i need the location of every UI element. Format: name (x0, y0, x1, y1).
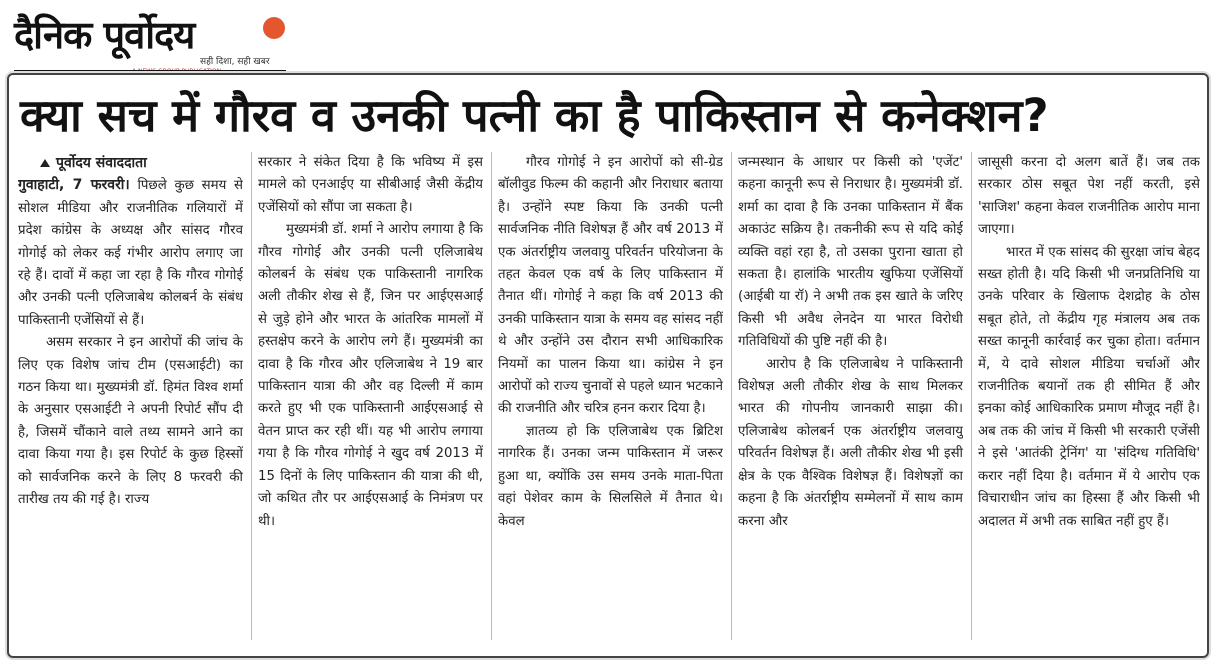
paragraph: भारत में एक सांसद की सुरक्षा जांच बेहद सख्त होती है। यदि किसी भी जनप्रतिनिधि या उनके परिवार के खिलाफ देशद्रोह के ठोस सबूत होते, तो केंद्रीय गृह मंत्रालय अब तक सख्त कानूनी कार्रवाई कर चुका होता। वर्तमान में, ये दावे सोशल मीडिया चर्चाओं और राजनीतिक बयानों तक ही सीमित हैं और इनका कोई आधिकारिक प्रमाण मौजूद नहीं है। अब तक की जांच में किसी भी सरकारी एजेंसी ने इसे 'आतंकी ट्रेनिंग' या 'संदिग्ध गतिविधि' करार नहीं दिया है। वर्तमान में ये आरोप एक विचाराधीन जांच का हिस्सा हैं और किसी भी अदालत में अभी तक साबित नहीं हुए हैं। (978, 244, 1200, 529)
byline-triangle-icon (40, 159, 50, 167)
paragraph: सरकार ने संकेत दिया है कि भविष्य में इस मामले को एनआईए या सीबीआई जैसी केंद्रीय एजेंसियों को सौंपा जा सकता है। (258, 155, 483, 215)
masthead (14, 8, 286, 70)
paragraph: असम सरकार ने इन आरोपों की जांच के लिए एक विशेष जांच टीम (एसआईटी) का गठन किया था। मुख्यमंत्री डॉ. हिमंत विश्व शर्मा के अनुसार एसआईटी ने अपनी रिपोर्ट सौंप दी है, जिसमें चौंकाने वाले तथ्य सामने आने का दावा किया गया है। इस रिपोर्ट के कुछ हिस्सों को सार्वजनिक करने के लिए 8 फरवरी की तारीख तय की गई है। राज्य (18, 335, 243, 508)
article-column-1 (18, 152, 243, 644)
paragraph: मुख्यमंत्री डॉ. शर्मा ने आरोप लगाया है कि गौरव गोगोई और उनकी पत्नी एलिजाबेथ कोलबर्न के संबंध एक पाकिस्तानी नागरिक अली तौकीर शेख से हैं, जिन पर आईएसआई से जुड़े होने और भारत के आंतरिक मामलों में हस्तक्षेप करने के आरोप लगे हैं। मुख्यमंत्री का दावा है कि गौरव और एलिजाबेथ ने 19 बार पाकिस्तान यात्रा की और वह दिल्ली में काम करते हुए भी एक पाकिस्तानी आईएसआई से वेतन प्राप्त कर रही थीं। यह भी आरोप लगाया गया है कि गौरव गोगोई ने खुद वर्ष 2013 में 15 दिनों के लिए पाकिस्तान की यात्रा की थी, जो कथित तौर पर आईएसआई के निमंत्रण पर थी। (258, 222, 483, 529)
column-divider (251, 152, 252, 640)
dateline: गुवाहाटी, 7 फरवरी। (18, 177, 130, 194)
article-column-5 (978, 152, 1200, 644)
article-column-2 (258, 152, 483, 644)
byline-text: पूर्वोदय संवाददाता (56, 155, 147, 171)
column-divider (731, 152, 732, 640)
article-headline: क्या सच में गौरव व उनकी पत्नी का है पाकिस्तान से कनेक्शन? (20, 89, 1049, 142)
article-column-4 (738, 152, 963, 644)
newspaper-logo: दैनिक पूर्वोदय (14, 13, 195, 57)
paragraph: ज्ञातव्य हो कि एलिजाबेथ एक ब्रिटिश नागरिक हैं। उनका जन्म पाकिस्तान में जरूर हुआ था, क्योंकि उस समय उनके माता-पिता वहां पेशेवर काम के सिलसिले में तैनात थे। केवल (498, 423, 723, 529)
column-divider (491, 152, 492, 640)
column-divider (971, 152, 972, 640)
logo-dot-icon (263, 17, 285, 39)
paragraph: गौरव गोगोई ने इन आरोपों को सी-ग्रेड बॉलीवुड फिल्म की कहानी और निराधार बताया है। उन्होंने स्पष्ट किया कि उनकी पत्नी सार्वजनिक नीति विशेषज्ञ हैं और वर्ष 2013 में एक अंतर्राष्ट्रीय जलवायु परिवर्तन परियोजना के तहत केवल एक वर्ष के लिए पाकिस्तान में तैनात थीं। गोगोई ने कहा कि वर्ष 2013 की उनकी पाकिस्तान यात्रा के समय वह सांसद नहीं थे और उन्होंने उस दौरान सभी आधिकारिक नियमों का पालन किया था। कांग्रेस ने इन आरोपों को राज्य चुनावों से पहले ध्यान भटकाने की राजनीति और चरित्र हनन करार दिया है। (498, 155, 723, 417)
masthead-rule (14, 70, 286, 72)
paragraph: आरोप है कि एलिजाबेथ ने पाकिस्तानी विशेषज्ञ अली तौकीर शेख के साथ मिलकर भारत की गोपनीय जानकारी साझा की। एलिजाबेथ कोलबर्न एक अंतर्राष्ट्रीय जलवायु परिवर्तन विशेषज्ञ हैं। अली तौकीर शेख भी इसी क्षेत्र के एक वैश्विक विशेषज्ञ हैं। विशेषज्ञों का कहना है कि अंतर्राष्ट्रीय सम्मेलनों में साथ काम करना और (738, 356, 963, 529)
masthead-tagline: सही दिशा, सही खबर (200, 57, 270, 67)
paragraph: जन्मस्थान के आधार पर किसी को 'एजेंट' कहना कानूनी रूप से निराधार है। मुख्यमंत्री डॉ. शर्मा का दावा है कि उनका पाकिस्तान में बैंक अकाउंट सक्रिय है। तकनीकी रूप से यदि कोई व्यक्ति वहां रहा है, तो उसका पुराना खाता हो सकता है। हालांकि भारतीय खुफिया एजेंसियों (आईबी या रॉ) ने अभी तक इस खाते के जरिए किसी भी अवैध लेनदेन या भारत विरोधी गतिविधियों की पुष्टि नहीं की है। (738, 155, 963, 350)
article-column-3 (498, 152, 723, 644)
paragraph: पिछले कुछ समय से सोशल मीडिया और राजनीतिक गलियारों में प्रदेश कांग्रेस के अध्यक्ष और सांसद गौरव गोगोई को लेकर कई गंभीर आरोप लगाए जा रहे हैं। दावों में कहा जा रहा है कि गौरव गोगोई और उनकी पत्नी एलिजाबेथ कोलबर्न के संबंध पाकिस्तानी एजेंसियों से हैं। (18, 178, 243, 328)
paragraph: जासूसी करना दो अलग बातें हैं। जब तक सरकार ठोस सबूत पेश नहीं करती, इसे 'साजिश' कहना केवल राजनीतिक आरोप माना जाएगा। (978, 155, 1200, 238)
byline (18, 152, 243, 174)
article-columns (18, 152, 1204, 652)
